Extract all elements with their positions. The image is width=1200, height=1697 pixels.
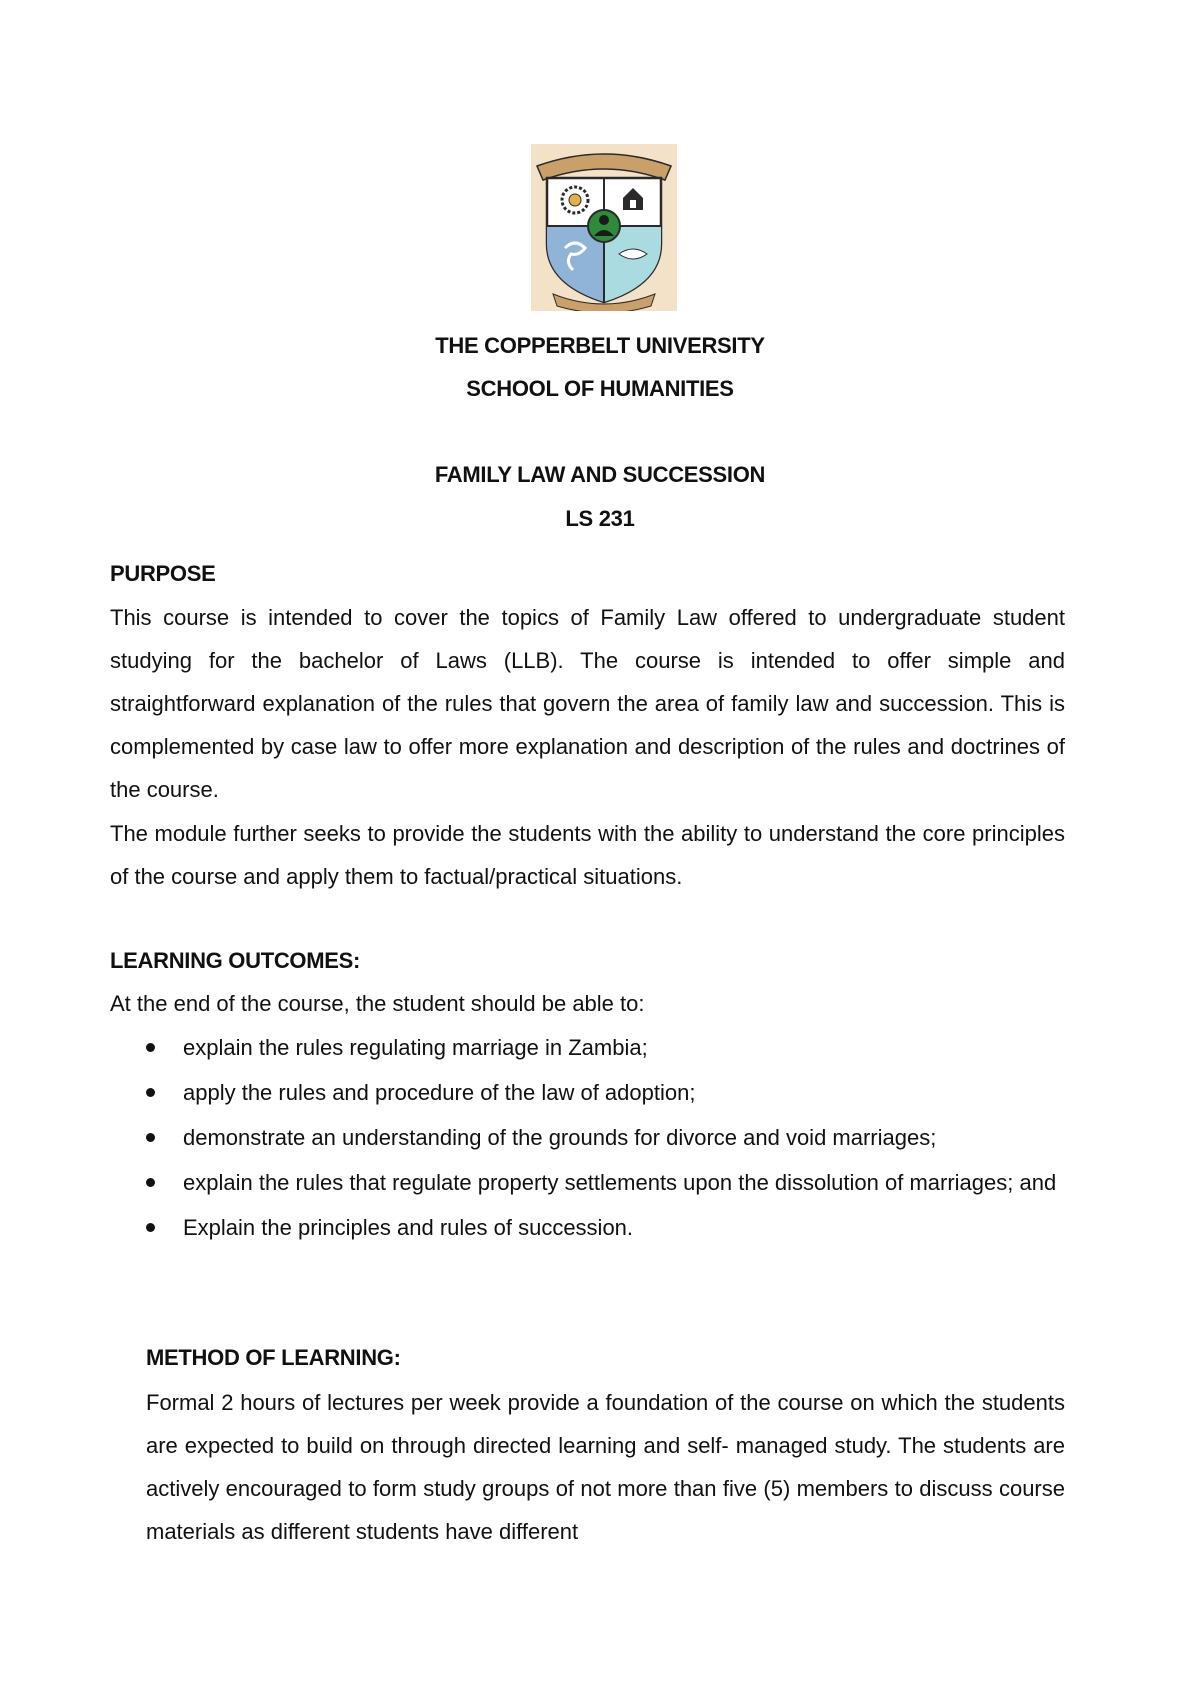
list-item-text: apply the rules and procedure of the law of adoption; xyxy=(183,1080,696,1105)
list-item xyxy=(110,1161,1065,1204)
learning-outcomes-intro: At the end of the course, the student should be able to: xyxy=(110,991,645,1016)
purpose-heading: PURPOSE xyxy=(110,561,216,586)
bullet-icon xyxy=(146,1088,155,1097)
list-item xyxy=(110,1026,1065,1069)
list-item xyxy=(110,1116,1065,1159)
bullet-icon xyxy=(146,1043,155,1052)
crest-emblem xyxy=(531,144,677,311)
learning-outcomes-heading: LEARNING OUTCOMES: xyxy=(110,948,361,973)
purpose-paragraph-1: This course is intended to cover the topics of Family Law offered to undergraduate student studying for the bachelor of Laws (LLB). The course is intended to offer simple and straightforward explanation of the rules that govern the area of family law and succession. This is complemented by case law to offer more explanation and description of the rules and doctrines of the course. xyxy=(110,605,1065,802)
list-item-text: Explain the principles and rules of succession. xyxy=(183,1215,634,1240)
university-name: THE COPPERBELT UNIVERSITY xyxy=(435,333,765,358)
method-of-learning-paragraph: Formal 2 hours of lectures per week provide a foundation of the course on which the students are expected to build on through directed learning and self- managed study. The students are actively encouraged to form study groups of not more than five (5) members to discuss course materials as different students have different xyxy=(146,1390,1065,1544)
university-crest xyxy=(531,144,677,311)
list-item xyxy=(110,1206,1065,1249)
method-of-learning-heading: METHOD OF LEARNING: xyxy=(146,1345,401,1370)
bullet-icon xyxy=(146,1133,155,1142)
list-item-text: demonstrate an understanding of the grounds for divorce and void marriages; xyxy=(183,1125,937,1150)
school-name: SCHOOL OF HUMANITIES xyxy=(466,376,734,401)
learning-outcomes-list xyxy=(110,1026,1065,1251)
bullet-icon xyxy=(146,1223,155,1232)
list-item xyxy=(110,1071,1065,1114)
list-item-text: explain the rules that regulate property settlements upon the dissolution of marriages; and xyxy=(183,1170,1057,1195)
course-code: LS 231 xyxy=(565,506,635,531)
purpose-paragraph-2: The module further seeks to provide the students with the ability to understand the core principles of the course and apply them to factual/practical situations. xyxy=(110,821,1065,889)
list-item-text: explain the rules regulating marriage in Zambia; xyxy=(183,1035,648,1060)
course-title: FAMILY LAW AND SUCCESSION xyxy=(434,462,766,487)
bullet-icon xyxy=(146,1178,155,1187)
